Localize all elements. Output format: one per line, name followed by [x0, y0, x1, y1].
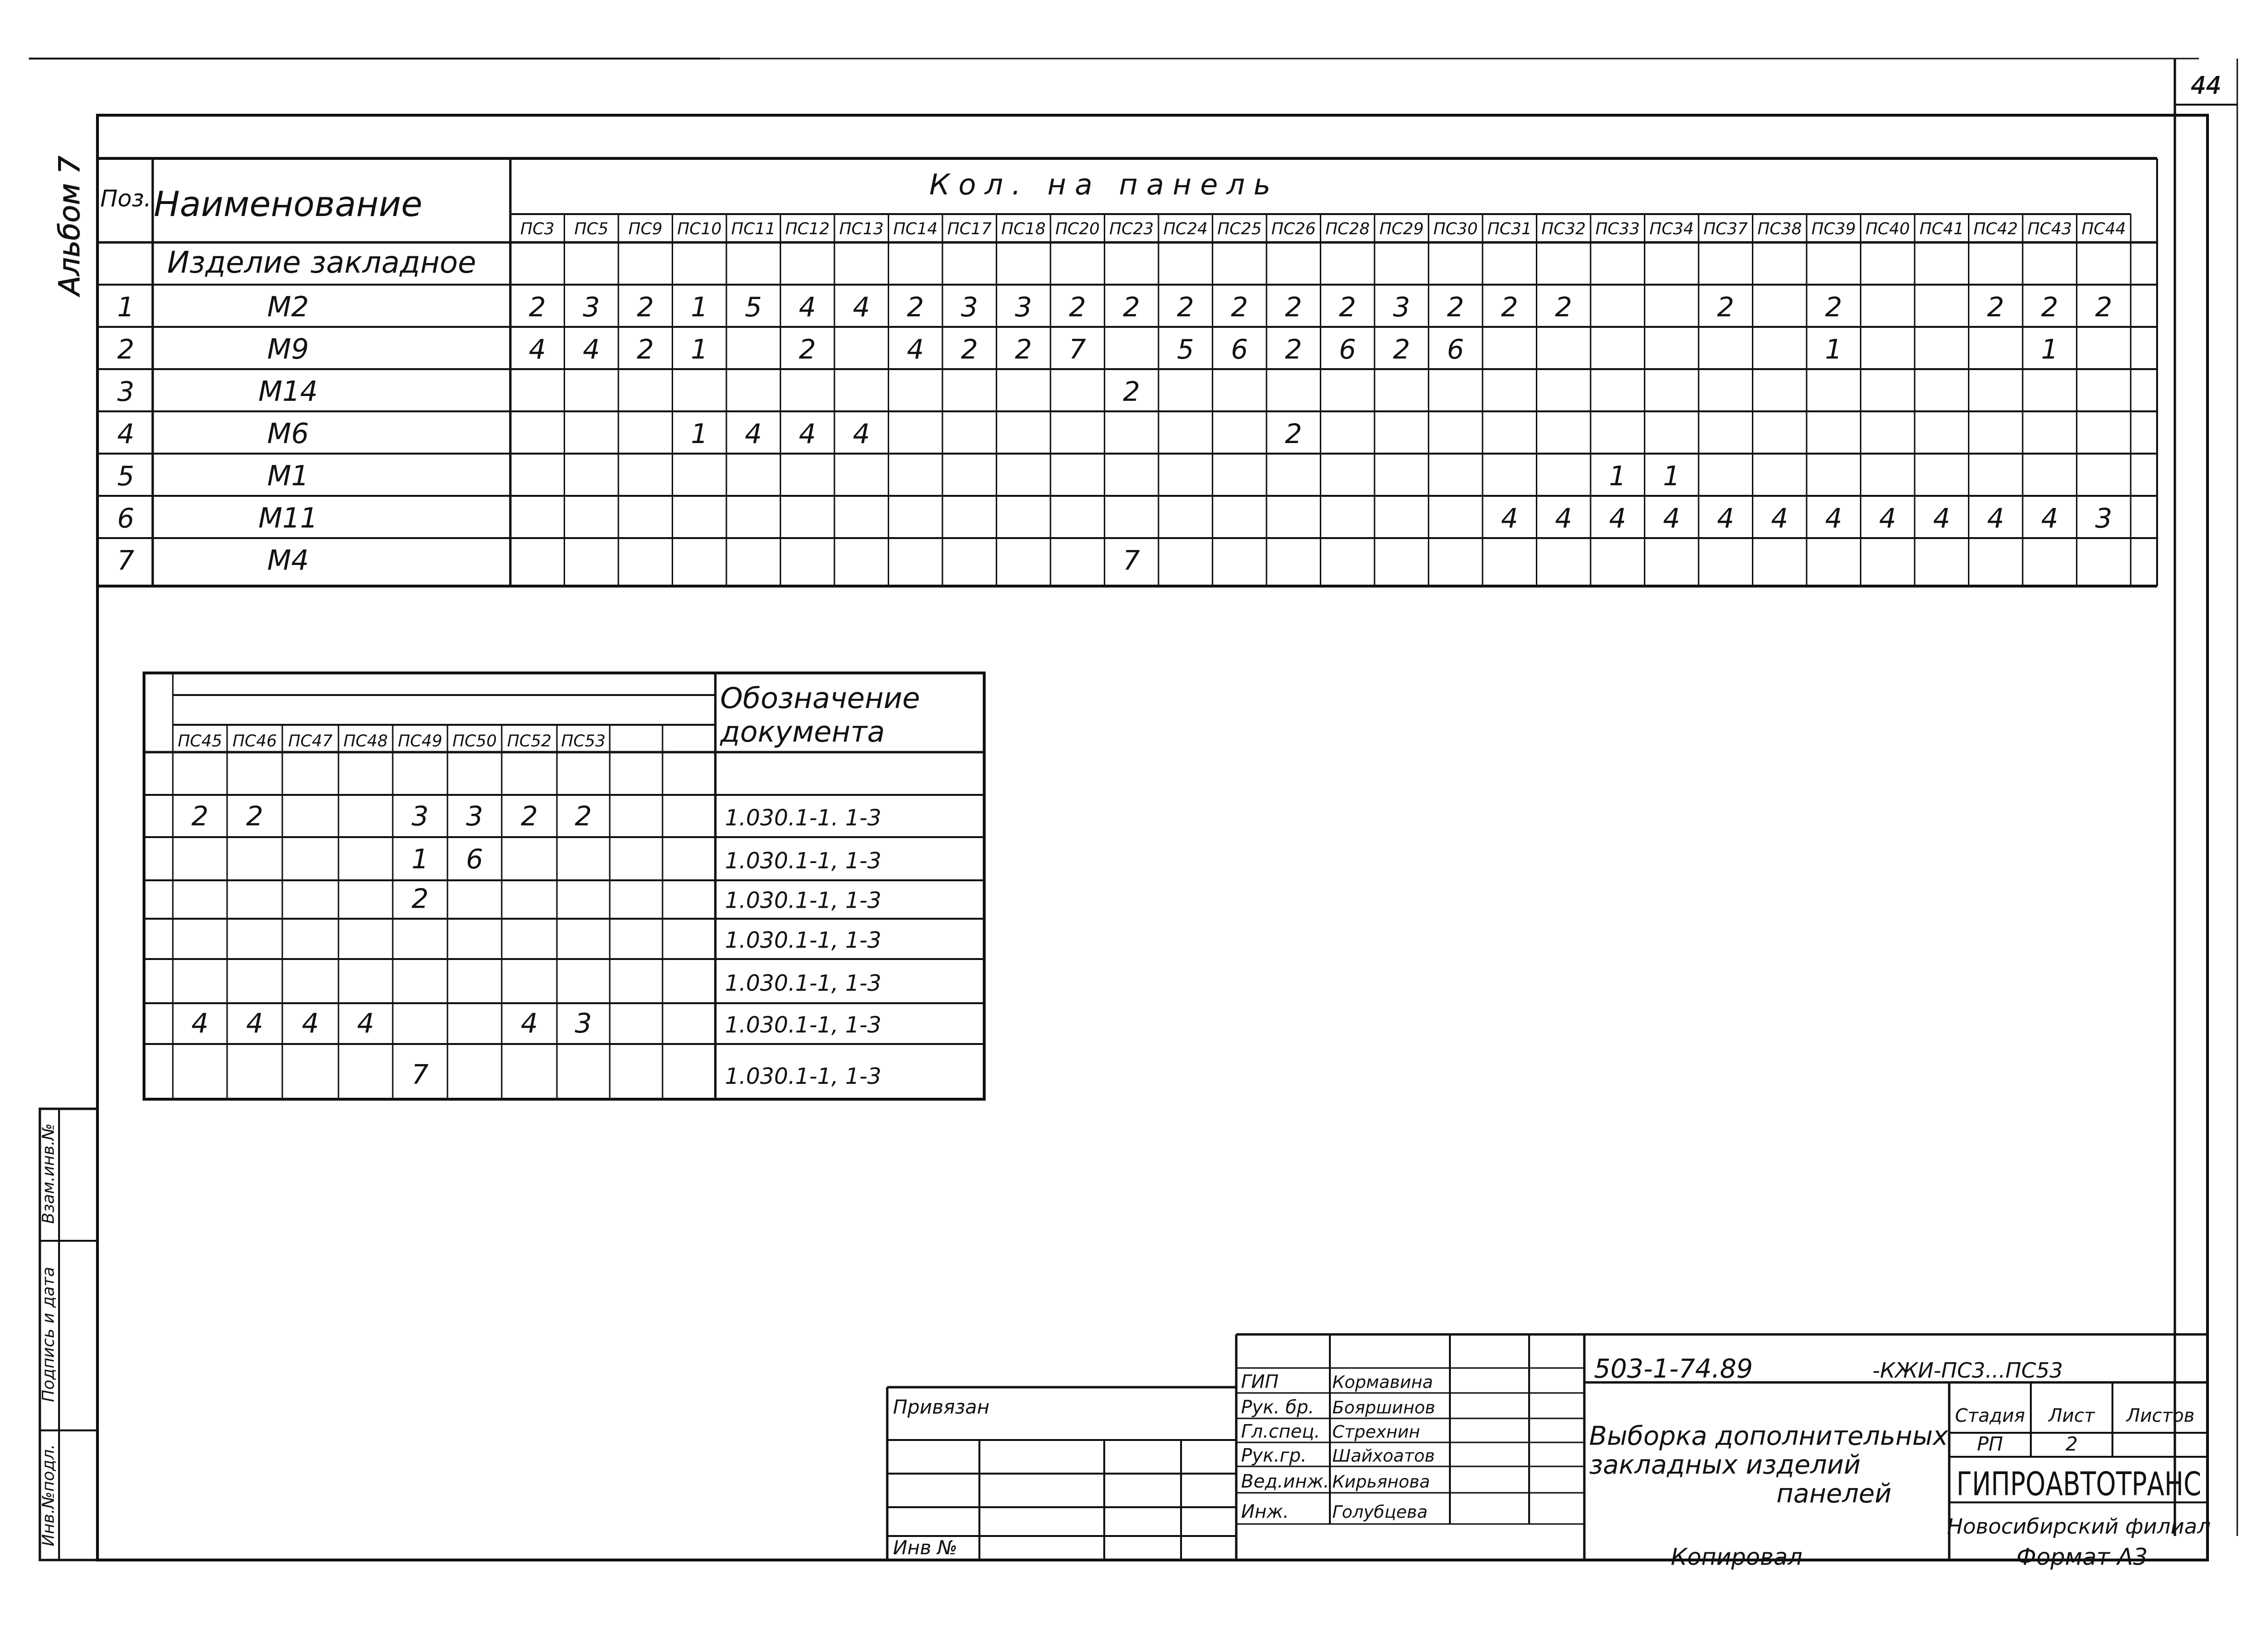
person-name: Стрехнин — [1332, 1422, 1420, 1442]
qty-cell: 4 — [1663, 503, 1680, 534]
panel-code-ПС10: ПС10 — [677, 219, 722, 239]
role-label: ГИП — [1241, 1371, 1279, 1392]
panel-code-ПС37: ПС37 — [1703, 219, 1748, 239]
qty-cell: 1 — [2041, 334, 2059, 365]
name-header: Наименование — [154, 184, 422, 224]
person-name: Голубцева — [1332, 1502, 1428, 1522]
panel-code-ПС33: ПС33 — [1595, 219, 1640, 239]
panel-code-ПС20: ПС20 — [1055, 219, 1100, 239]
sheet-notes — [1671, 1544, 2147, 1571]
qty-cell: 2 — [2095, 292, 2112, 323]
row-pos: 1 — [117, 292, 134, 323]
qty-cell: 2 — [191, 801, 209, 832]
qty-cell: 3 — [1393, 292, 1411, 323]
qty-cell: 4 — [1609, 503, 1627, 534]
qty-cell: 2 — [637, 292, 654, 323]
qty-cell: 2 — [1177, 292, 1194, 323]
qty-cell: 2 — [798, 334, 816, 365]
doc-designation: 1.030.1-1. 1-3 — [725, 804, 881, 831]
qty-header: Кол. на панель — [929, 168, 1279, 202]
inv-podl-label: Инв.№подл. — [39, 1444, 58, 1547]
qty-cell: 1 — [690, 419, 708, 450]
qty-cell: 4 — [520, 1008, 538, 1040]
sheet-number: 44 — [2191, 72, 2221, 99]
qty-cell: 6 — [466, 843, 483, 875]
qty-cell: 4 — [582, 334, 600, 365]
left-stamp — [39, 1109, 97, 1560]
item-name: М1 — [267, 459, 309, 492]
sheet-title: панелей — [1776, 1478, 1892, 1509]
panel-code-ПС47: ПС47 — [288, 732, 333, 751]
vzam-inv-label: Взам.инв.№ — [39, 1123, 58, 1224]
qty-cell: 4 — [1879, 503, 1896, 534]
person-name: Бояршинов — [1332, 1398, 1436, 1418]
panel-code-ПС3: ПС3 — [520, 219, 555, 239]
person-name: Кирьянова — [1332, 1472, 1430, 1492]
person-name: Шайхоатов — [1332, 1446, 1435, 1466]
listov-label: Листов — [2126, 1405, 2195, 1426]
panel-code-ПС24: ПС24 — [1163, 219, 1208, 239]
qty-cell: 2 — [1825, 292, 1843, 323]
qty-cell: 4 — [302, 1008, 319, 1040]
second-table — [144, 673, 984, 1099]
qty-cell: 2 — [1122, 292, 1140, 323]
panel-code-ПС18: ПС18 — [1001, 219, 1046, 239]
panel-code-ПС23: ПС23 — [1109, 219, 1154, 239]
role-label: Вед.инж. — [1241, 1471, 1329, 1492]
qty-cell: 4 — [2041, 503, 2059, 534]
panel-code-ПС39: ПС39 — [1811, 219, 1856, 239]
qty-cell: 5 — [745, 292, 762, 323]
qty-cell: 2 — [1231, 292, 1248, 323]
doc-header: документа — [720, 715, 885, 749]
qty-cell: 2 — [1014, 334, 1032, 365]
qty-cell: 3 — [411, 801, 429, 832]
privyazan-label: Привязан — [893, 1396, 990, 1418]
panel-code-ПС38: ПС38 — [1757, 219, 1802, 239]
qty-cell: 3 — [575, 1008, 592, 1040]
qty-cell: 7 — [411, 1059, 429, 1091]
qty-cell: 2 — [1285, 292, 1303, 323]
qty-cell: 4 — [357, 1008, 374, 1040]
qty-cell: 4 — [1501, 503, 1519, 534]
qty-cell: 2 — [411, 883, 429, 915]
qty-cell: 2 — [529, 292, 546, 323]
qty-cell: 2 — [1122, 376, 1140, 408]
item-name: М4 — [267, 544, 309, 576]
qty-cell: 2 — [1987, 292, 2004, 323]
panel-code-ПС44: ПС44 — [2081, 219, 2126, 239]
item-name: М14 — [258, 375, 318, 408]
person-name: Кормавина — [1332, 1372, 1433, 1392]
row-pos: 5 — [117, 461, 134, 492]
qty-cell: 4 — [529, 334, 546, 365]
qty-cell: 4 — [853, 292, 870, 323]
pos-header: Поз. — [100, 185, 152, 212]
row-pos: 2 — [117, 334, 134, 365]
qty-cell: 2 — [1285, 334, 1303, 365]
qty-cell: 6 — [1447, 334, 1464, 365]
qty-cell: 3 — [1014, 292, 1032, 323]
qty-cell: 2 — [961, 334, 978, 365]
qty-cell: 1 — [690, 292, 708, 323]
branch-name: Новосибирский филиал — [1947, 1514, 2211, 1539]
item-name: М9 — [267, 333, 309, 365]
panel-code-ПС14: ПС14 — [893, 219, 938, 239]
panel-code-ПС29: ПС29 — [1379, 219, 1424, 239]
stadia-value: РП — [1977, 1433, 2003, 1455]
panel-code-ПС5: ПС5 — [574, 219, 609, 239]
qty-cell: 7 — [1122, 545, 1140, 576]
qty-cell: 4 — [853, 419, 870, 450]
qty-cell: 2 — [1555, 292, 1572, 323]
doc-designation: 1.030.1-1, 1-3 — [725, 970, 881, 996]
qty-cell: 2 — [1717, 292, 1735, 323]
panel-code-ПС17: ПС17 — [947, 219, 992, 239]
album-label: Альбом 7 — [53, 156, 86, 296]
item-name: М6 — [267, 417, 309, 450]
qty-cell: 1 — [411, 843, 429, 875]
qty-cell: 4 — [906, 334, 924, 365]
role-label: Рук. бр. — [1241, 1396, 1315, 1418]
podpis-label: Подпись и дата — [39, 1267, 58, 1402]
panel-code-ПС28: ПС28 — [1325, 219, 1370, 239]
sheet-title: Выборка дополнительных — [1589, 1421, 1948, 1451]
qty-cell: 2 — [1285, 419, 1303, 450]
main-table — [97, 158, 2157, 586]
qty-cell: 6 — [1231, 334, 1248, 365]
list-value: 2 — [2065, 1433, 2078, 1455]
qty-cell: 3 — [466, 801, 483, 832]
panel-code-ПС31: ПС31 — [1487, 219, 1532, 239]
qty-cell: 6 — [1339, 334, 1356, 365]
panel-code-ПС41: ПС41 — [1919, 219, 1964, 239]
panel-code-ПС50: ПС50 — [452, 732, 497, 751]
qty-cell: 5 — [1177, 334, 1194, 365]
format-label: Формат А3 — [2016, 1544, 2148, 1571]
doc-designation: 1.030.1-1, 1-3 — [725, 1012, 881, 1038]
row-pos: 6 — [117, 503, 134, 534]
qty-cell: 2 — [637, 334, 654, 365]
panel-code-ПС52: ПС52 — [507, 732, 552, 751]
panel-code-ПС46: ПС46 — [232, 732, 277, 751]
doc-designation: 1.030.1-1, 1-3 — [725, 847, 881, 874]
role-label: Инж. — [1241, 1501, 1289, 1522]
qty-cell: 3 — [961, 292, 978, 323]
doc-designation: 1.030.1-1, 1-3 — [725, 927, 881, 953]
panel-code-ПС32: ПС32 — [1541, 219, 1586, 239]
panel-code-ПС42: ПС42 — [1973, 219, 2018, 239]
qty-cell: 2 — [1069, 292, 1086, 323]
row-pos: 4 — [117, 419, 134, 450]
qty-cell: 2 — [906, 292, 924, 323]
qty-cell: 1 — [1609, 461, 1627, 492]
item-name: М2 — [267, 290, 309, 323]
qty-cell: 4 — [798, 292, 816, 323]
qty-cell: 2 — [2041, 292, 2059, 323]
doc-designation: 1.030.1-1, 1-3 — [725, 887, 881, 913]
title-block — [887, 1334, 2211, 1560]
panel-code-ПС53: ПС53 — [561, 732, 606, 751]
qty-cell: 4 — [1933, 503, 1951, 534]
qty-cell: 4 — [1987, 503, 2004, 534]
group-title: Изделие закладное — [167, 245, 476, 280]
sheet-title: закладных изделий — [1589, 1450, 1861, 1480]
panel-code-ПС49: ПС49 — [398, 732, 443, 751]
qty-cell: 1 — [1663, 461, 1680, 492]
panel-code-ПС12: ПС12 — [785, 219, 830, 239]
drawing-code-suffix: -КЖИ-ПС3...ПС53 — [1872, 1358, 2063, 1383]
panel-code-ПС25: ПС25 — [1217, 219, 1262, 239]
panel-code-ПС30: ПС30 — [1433, 219, 1478, 239]
role-label: Рук.гр. — [1241, 1445, 1307, 1466]
panel-code-ПС9: ПС9 — [628, 219, 663, 239]
qty-cell: 4 — [1717, 503, 1735, 534]
org-name: ГИПРОАВТОТРАНС — [1956, 1465, 2201, 1503]
qty-cell: 4 — [191, 1008, 209, 1040]
qty-cell: 4 — [1825, 503, 1843, 534]
panel-code-ПС34: ПС34 — [1649, 219, 1694, 239]
item-name: М11 — [258, 502, 318, 534]
qty-cell: 2 — [520, 801, 538, 832]
qty-cell: 4 — [1555, 503, 1572, 534]
qty-cell: 2 — [1447, 292, 1464, 323]
qty-cell: 2 — [246, 801, 264, 832]
qty-cell: 2 — [1501, 292, 1519, 323]
panel-code-ПС43: ПС43 — [2027, 219, 2072, 239]
inv-no-label: Инв № — [893, 1537, 957, 1559]
qty-cell: 2 — [575, 801, 592, 832]
doc-header: Обозначение — [720, 682, 920, 715]
qty-cell: 1 — [690, 334, 708, 365]
list-label: Лист — [2048, 1405, 2095, 1426]
qty-cell: 4 — [798, 419, 816, 450]
panel-code-ПС26: ПС26 — [1271, 219, 1316, 239]
qty-cell: 2 — [1339, 292, 1356, 323]
qty-cell: 7 — [1069, 334, 1086, 365]
panel-code-ПС40: ПС40 — [1865, 219, 1910, 239]
qty-cell: 4 — [745, 419, 762, 450]
qty-cell: 3 — [2095, 503, 2112, 534]
panel-code-ПС48: ПС48 — [343, 732, 388, 751]
qty-cell: 4 — [246, 1008, 264, 1040]
doc-designation: 1.030.1-1, 1-3 — [725, 1063, 881, 1089]
panel-code-ПС45: ПС45 — [178, 732, 222, 751]
qty-cell: 1 — [1825, 334, 1843, 365]
qty-cell: 2 — [1393, 334, 1411, 365]
role-label: Гл.спец. — [1241, 1421, 1320, 1442]
row-pos: 3 — [117, 376, 134, 408]
kopiroval-label: Копировал — [1671, 1544, 1803, 1571]
panel-code-ПС11: ПС11 — [731, 219, 776, 239]
qty-cell: 3 — [582, 292, 600, 323]
stadia-label: Стадия — [1955, 1405, 2025, 1426]
drawing-code: 503-1-74.89 — [1594, 1354, 1753, 1384]
row-pos: 7 — [117, 545, 134, 576]
panel-code-ПС13: ПС13 — [839, 219, 884, 239]
qty-cell: 4 — [1771, 503, 1788, 534]
